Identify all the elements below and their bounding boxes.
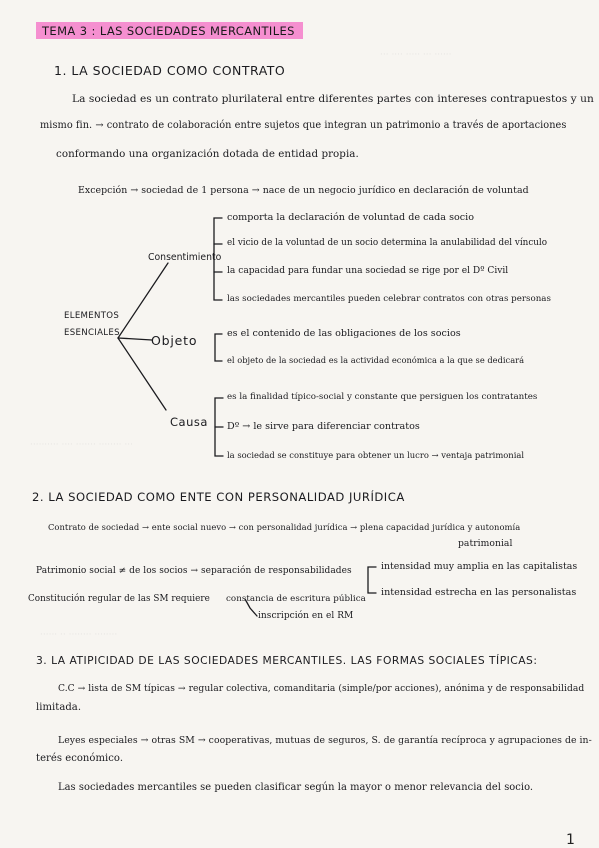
bracket-intensidad [368, 567, 376, 593]
s3-line-clasificacion: Las sociedades mercantiles se pueden clasificar según la mayor o menor relevancia del socio. [58, 782, 534, 793]
section-2-heading: 2. LA SOCIEDAD COMO ENTE CON PERSONALIDAD JURÍDICA [32, 490, 405, 504]
bleed-through-text: ·········· ···· ······· ········ ··· [30, 440, 133, 450]
consentimiento-item: comporta la declaración de voluntad de cada socio [227, 212, 474, 223]
s1-paragraph-line-2: mismo fin. → contrato de colaboración entre sujetos que integran un patrimonio a través de aportaciones [40, 120, 567, 131]
s1-paragraph-line-1: La sociedad es un contrato plurilateral entre diferentes partes con intereses contrapuestos y un [72, 93, 594, 105]
s2-line-contrato: Contrato de sociedad → ente social nuevo → con personalidad jurídica → plena capacidad jurídica y autonomía [48, 522, 521, 532]
causa-item: Dº → le sirve para diferenciar contratos [227, 421, 420, 432]
s3-line-leyes: Leyes especiales → otras SM → cooperativas, mutuas de seguros, S. de garantía recíproca y agrupaciones de in- [58, 735, 592, 746]
objeto-item: el objeto de la sociedad es la actividad económica a la que se dedicará [227, 355, 525, 365]
constitucion-line: Constitución regular de las SM requiere [28, 594, 210, 604]
section-1-heading: 1. LA SOCIEDAD COMO CONTRATO [54, 63, 286, 78]
bleed-through-text: ··· ···· ····· ··· ······ [380, 50, 452, 60]
s3-line-cc: C.C → lista de SM típicas → regular colectiva, comanditaria (simple/por acciones), anónima y de responsabilidad [58, 684, 585, 694]
consentimiento-item: las sociedades mercantiles pueden celebrar contratos con otras personas [227, 294, 551, 304]
section-3-heading: 3. LA ATIPICIDAD DE LAS SOCIEDADES MERCANTILES. LAS FORMAS SOCIALES TÍPICAS: [36, 654, 538, 667]
intensidad-amplia: intensidad muy amplia en las capitalistas [381, 561, 578, 572]
s3-line-limitada: limitada. [36, 702, 82, 713]
excepcion-line: Excepción → sociedad de 1 persona → nace de un negocio jurídico en declaración de voluntad [78, 185, 529, 196]
objeto-label: Objeto [151, 333, 198, 348]
consentimiento-item: el vicio de la voluntad de un socio determina la anulabilidad del vínculo [227, 238, 548, 248]
s2-line-patrimonial: patrimonial [458, 538, 513, 549]
causa-label: Causa [170, 415, 208, 429]
branch-line-causa [118, 338, 166, 410]
intensidad-estrecha: intensidad estrecha en las personalistas [381, 587, 577, 598]
page-title: TEMA 3 : LAS SOCIEDADES MERCANTILES [36, 22, 303, 39]
elementos-esenciales-label: ELEMENTOS ESENCIALES [64, 311, 120, 338]
causa-item: es la finalidad típico-social y constante que persiguen los contratantes [227, 392, 538, 402]
page-number: 1 [566, 832, 575, 848]
constancia-escritura: constancia de escritura pública [226, 594, 366, 604]
causa-item: la sociedad se constituye para obtener un lucro → ventaja patrimonial [227, 450, 525, 460]
objeto-item: es el contenido de las obligaciones de los socios [227, 328, 461, 339]
patrimonio-social-line: Patrimonio social ≠ de los socios → separación de responsabilidades [36, 566, 352, 576]
bleed-through-text: ······ ·· ········ ········ [40, 630, 118, 640]
inscripcion-rm: inscripción en el RM [258, 611, 354, 621]
consentimiento-label: Consentimiento [148, 252, 222, 263]
bracket-objeto [215, 334, 222, 361]
s3-line-interes: terés económico. [36, 753, 124, 764]
s1-paragraph-line-3: conformando una organización dotada de entidad propia. [56, 148, 359, 160]
consentimiento-item: la capacidad para fundar una sociedad se rige por el Dº Civil [227, 266, 509, 276]
